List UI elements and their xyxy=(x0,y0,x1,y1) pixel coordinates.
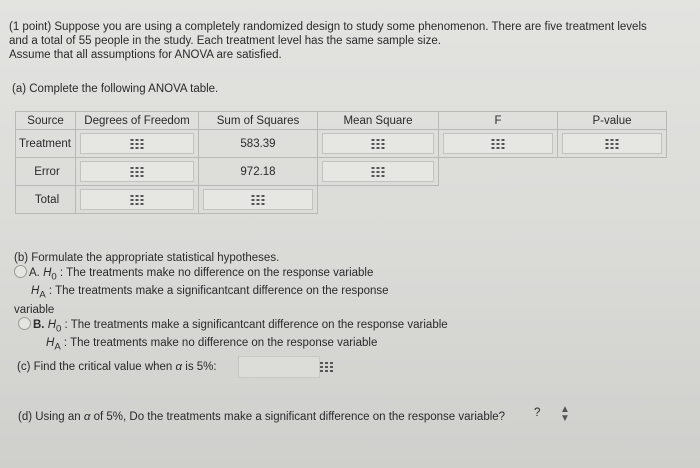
part-d-suffix: of 5%, Do the treatments make a significant difference on the response variable? xyxy=(90,411,506,423)
option-b-h0 xyxy=(14,317,448,336)
intro-line-2: and a total of 55 people in the study. Each treatment level has the same sample size. xyxy=(9,35,441,47)
header-f: F xyxy=(439,112,558,130)
anova-row-error xyxy=(16,158,667,186)
matrix-entry-icon[interactable] xyxy=(372,167,385,177)
option-b-label: B. xyxy=(33,318,45,331)
part-d-prompt xyxy=(18,411,505,423)
ss-error-value: 972.18 xyxy=(199,158,318,186)
part-c-prefix: (c) Find the critical value when xyxy=(17,361,176,373)
option-b-ha-text: : The treatments make no difference on the response variable xyxy=(60,336,378,349)
significance-select[interactable] xyxy=(532,405,582,423)
matrix-entry-icon[interactable] xyxy=(606,139,619,149)
anova-row-total xyxy=(16,186,667,214)
part-d-prefix: (d) Using an xyxy=(18,411,84,423)
part-b-prompt: (b) Formulate the appropriate statistical hypotheses. xyxy=(14,252,280,264)
header-ms: Mean Square xyxy=(318,112,439,130)
anova-header-row xyxy=(16,112,667,130)
ms-error-cell xyxy=(318,158,439,186)
source-label: Error xyxy=(16,158,76,186)
alpha-symbol: α xyxy=(83,411,91,423)
header-source: Source xyxy=(16,112,76,130)
header-df: Degrees of Freedom xyxy=(76,112,199,130)
ha-symbol: H xyxy=(31,285,40,298)
h0-symbol: H xyxy=(43,267,52,279)
matrix-entry-icon[interactable] xyxy=(492,139,505,149)
header-ss: Sum of Squares xyxy=(199,112,318,130)
matrix-entry-icon[interactable] xyxy=(372,139,385,149)
empty-cell xyxy=(318,186,439,214)
source-label: Total xyxy=(16,186,76,214)
source-label: Treatment xyxy=(16,130,76,158)
df-treatment-cell xyxy=(76,130,199,158)
option-a-h0 xyxy=(14,265,448,284)
empty-cell xyxy=(439,158,558,186)
h0-subscript: 0 xyxy=(56,322,62,334)
intro-line-3: Assume that all assumptions for ANOVA are satisfied. xyxy=(9,49,282,61)
empty-cell xyxy=(439,186,558,214)
df-error-cell xyxy=(76,158,199,186)
ss-treatment-value: 583.39 xyxy=(199,130,318,158)
part-b xyxy=(14,251,448,354)
df-total-cell xyxy=(76,186,199,214)
ms-treatment-cell xyxy=(318,130,439,158)
intro-line-1: (1 point) Suppose you are using a completely randomized design to study some phenomenon. There are five treatment levels xyxy=(9,21,647,33)
empty-cell xyxy=(558,186,667,214)
pvalue-cell xyxy=(558,130,667,158)
ha-subscript: A xyxy=(39,289,46,301)
alpha-symbol: α xyxy=(175,361,183,373)
matrix-entry-icon[interactable] xyxy=(252,195,265,205)
header-pvalue: P-value xyxy=(558,112,667,130)
part-c-prompt xyxy=(17,361,217,373)
option-a-ha-text: : The treatments make a significantcant difference on the response xyxy=(45,285,389,298)
part-c-suffix: is 5%: xyxy=(182,361,217,373)
option-a-h0-text: : The treatments make no difference on the response variable xyxy=(56,267,374,279)
matrix-entry-icon[interactable] xyxy=(320,362,333,372)
select-arrows-icon: ▲ ▼ xyxy=(560,404,570,424)
select-value: ? xyxy=(534,407,541,419)
critical-value-input[interactable] xyxy=(238,356,320,378)
option-a-ha xyxy=(14,284,448,302)
option-a-radio[interactable] xyxy=(14,265,27,278)
option-a-wrap: variable xyxy=(14,303,55,316)
option-a-label: A. xyxy=(29,267,40,279)
ha-symbol: H xyxy=(46,336,55,349)
matrix-entry-icon[interactable] xyxy=(131,139,144,149)
problem-statement xyxy=(9,20,689,62)
anova-table xyxy=(15,111,667,214)
matrix-entry-icon[interactable] xyxy=(131,195,144,205)
matrix-entry-icon[interactable] xyxy=(131,167,144,177)
option-b-radio[interactable] xyxy=(18,317,31,330)
ha-subscript: A xyxy=(54,341,61,353)
option-b-ha xyxy=(14,336,448,354)
h0-subscript: 0 xyxy=(51,271,57,283)
anova-row-treatment xyxy=(16,130,667,158)
h0-symbol: H xyxy=(47,318,57,331)
part-a-prompt: (a) Complete the following ANOVA table. xyxy=(12,83,219,95)
empty-cell xyxy=(558,158,667,186)
f-cell xyxy=(439,130,558,158)
option-b-h0-text: : The treatments make a significantcant difference on the response variable xyxy=(61,318,448,331)
ss-total-cell xyxy=(199,186,318,214)
